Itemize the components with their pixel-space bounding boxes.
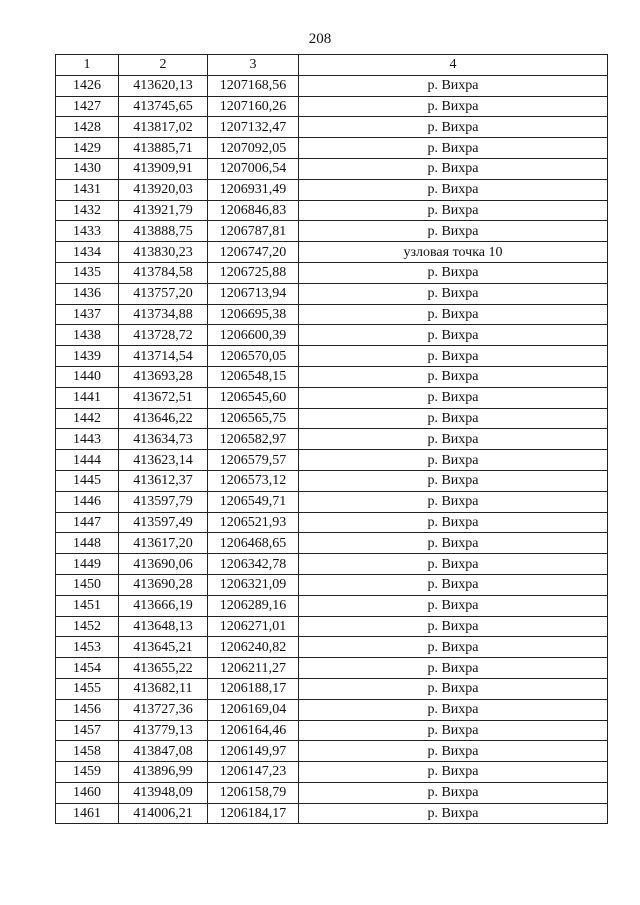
column-header-x: 2	[119, 55, 208, 76]
cell-x-coordinate: 413885,71	[119, 138, 208, 159]
cell-description: р. Вихра	[299, 637, 608, 658]
cell-y-coordinate: 1206579,57	[208, 450, 299, 471]
table-row	[56, 574, 608, 595]
cell-point-number: 1442	[56, 408, 119, 429]
cell-description: р. Вихра	[299, 75, 608, 96]
table-row	[56, 366, 608, 387]
cell-y-coordinate: 1206169,04	[208, 699, 299, 720]
cell-y-coordinate: 1206747,20	[208, 242, 299, 263]
cell-y-coordinate: 1206713,94	[208, 283, 299, 304]
cell-description: р. Вихра	[299, 533, 608, 554]
table-row	[56, 96, 608, 117]
cell-x-coordinate: 413896,99	[119, 762, 208, 783]
cell-x-coordinate: 413690,06	[119, 554, 208, 575]
cell-description: р. Вихра	[299, 658, 608, 679]
column-header-y: 3	[208, 55, 299, 76]
cell-y-coordinate: 1206289,16	[208, 595, 299, 616]
table-row	[56, 699, 608, 720]
cell-y-coordinate: 1206548,15	[208, 366, 299, 387]
cell-description: р. Вихра	[299, 366, 608, 387]
cell-y-coordinate: 1206184,17	[208, 803, 299, 824]
cell-y-coordinate: 1206188,17	[208, 678, 299, 699]
cell-point-number: 1434	[56, 242, 119, 263]
cell-x-coordinate: 413634,73	[119, 429, 208, 450]
table-row	[56, 491, 608, 512]
table-row	[56, 762, 608, 783]
cell-y-coordinate: 1207092,05	[208, 138, 299, 159]
cell-point-number: 1453	[56, 637, 119, 658]
table-row	[56, 678, 608, 699]
cell-x-coordinate: 413888,75	[119, 221, 208, 242]
cell-description: р. Вихра	[299, 179, 608, 200]
cell-y-coordinate: 1206582,97	[208, 429, 299, 450]
cell-point-number: 1428	[56, 117, 119, 138]
cell-x-coordinate: 413597,49	[119, 512, 208, 533]
cell-y-coordinate: 1206521,93	[208, 512, 299, 533]
cell-point-number: 1456	[56, 699, 119, 720]
cell-y-coordinate: 1206149,97	[208, 741, 299, 762]
cell-y-coordinate: 1206211,27	[208, 658, 299, 679]
cell-y-coordinate: 1206321,09	[208, 574, 299, 595]
table-row	[56, 637, 608, 658]
cell-point-number: 1447	[56, 512, 119, 533]
cell-description: р. Вихра	[299, 138, 608, 159]
cell-description: р. Вихра	[299, 408, 608, 429]
cell-point-number: 1435	[56, 262, 119, 283]
table-row	[56, 200, 608, 221]
cell-x-coordinate: 413597,79	[119, 491, 208, 512]
cell-point-number: 1443	[56, 429, 119, 450]
cell-point-number: 1431	[56, 179, 119, 200]
cell-description: р. Вихра	[299, 387, 608, 408]
cell-description: р. Вихра	[299, 678, 608, 699]
cell-point-number: 1445	[56, 470, 119, 491]
table-row	[56, 741, 608, 762]
cell-x-coordinate: 413830,23	[119, 242, 208, 263]
cell-y-coordinate: 1206846,83	[208, 200, 299, 221]
coordinates-table	[55, 54, 608, 824]
cell-x-coordinate: 413666,19	[119, 595, 208, 616]
cell-description: р. Вихра	[299, 741, 608, 762]
cell-point-number: 1436	[56, 283, 119, 304]
cell-x-coordinate: 413714,54	[119, 346, 208, 367]
cell-description: р. Вихра	[299, 262, 608, 283]
table-row	[56, 304, 608, 325]
cell-point-number: 1457	[56, 720, 119, 741]
cell-point-number: 1446	[56, 491, 119, 512]
table-row	[56, 658, 608, 679]
cell-x-coordinate: 413757,20	[119, 283, 208, 304]
cell-description: р. Вихра	[299, 470, 608, 491]
cell-y-coordinate: 1207168,56	[208, 75, 299, 96]
page-number: 208	[308, 31, 332, 47]
cell-x-coordinate: 413693,28	[119, 366, 208, 387]
cell-x-coordinate: 413784,58	[119, 262, 208, 283]
cell-description: р. Вихра	[299, 325, 608, 346]
cell-x-coordinate: 413690,28	[119, 574, 208, 595]
cell-point-number: 1437	[56, 304, 119, 325]
cell-description: р. Вихра	[299, 221, 608, 242]
cell-description: р. Вихра	[299, 283, 608, 304]
cell-point-number: 1439	[56, 346, 119, 367]
cell-description: р. Вихра	[299, 96, 608, 117]
cell-y-coordinate: 1206240,82	[208, 637, 299, 658]
cell-x-coordinate: 413745,65	[119, 96, 208, 117]
cell-y-coordinate: 1207006,54	[208, 158, 299, 179]
table-row	[56, 138, 608, 159]
cell-y-coordinate: 1206695,38	[208, 304, 299, 325]
cell-point-number: 1426	[56, 75, 119, 96]
cell-point-number: 1432	[56, 200, 119, 221]
cell-description: р. Вихра	[299, 720, 608, 741]
cell-description: р. Вихра	[299, 554, 608, 575]
table-row	[56, 782, 608, 803]
cell-point-number: 1451	[56, 595, 119, 616]
cell-y-coordinate: 1206549,71	[208, 491, 299, 512]
table-row	[56, 117, 608, 138]
cell-y-coordinate: 1206342,78	[208, 554, 299, 575]
table-row	[56, 221, 608, 242]
cell-point-number: 1441	[56, 387, 119, 408]
table-row	[56, 242, 608, 263]
cell-point-number: 1455	[56, 678, 119, 699]
cell-y-coordinate: 1206565,75	[208, 408, 299, 429]
cell-point-number: 1449	[56, 554, 119, 575]
cell-x-coordinate: 413909,91	[119, 158, 208, 179]
cell-x-coordinate: 413948,09	[119, 782, 208, 803]
cell-x-coordinate: 413612,37	[119, 470, 208, 491]
column-header-number: 1	[56, 55, 119, 76]
table-row	[56, 595, 608, 616]
cell-point-number: 1458	[56, 741, 119, 762]
cell-description: р. Вихра	[299, 699, 608, 720]
cell-description: р. Вихра	[299, 574, 608, 595]
cell-description: р. Вихра	[299, 429, 608, 450]
table-row	[56, 408, 608, 429]
cell-y-coordinate: 1206573,12	[208, 470, 299, 491]
cell-description: р. Вихра	[299, 117, 608, 138]
table-row	[56, 262, 608, 283]
cell-description: р. Вихра	[299, 512, 608, 533]
table-body	[56, 75, 608, 824]
cell-x-coordinate: 413645,21	[119, 637, 208, 658]
cell-description: р. Вихра	[299, 491, 608, 512]
table-row	[56, 158, 608, 179]
cell-y-coordinate: 1206787,81	[208, 221, 299, 242]
table-row	[56, 450, 608, 471]
cell-x-coordinate: 413817,02	[119, 117, 208, 138]
cell-point-number: 1429	[56, 138, 119, 159]
cell-y-coordinate: 1207160,26	[208, 96, 299, 117]
cell-x-coordinate: 413728,72	[119, 325, 208, 346]
cell-x-coordinate: 413920,03	[119, 179, 208, 200]
cell-y-coordinate: 1206468,65	[208, 533, 299, 554]
table-row	[56, 720, 608, 741]
cell-point-number: 1460	[56, 782, 119, 803]
cell-y-coordinate: 1206725,88	[208, 262, 299, 283]
table-row	[56, 616, 608, 637]
cell-point-number: 1454	[56, 658, 119, 679]
table-row	[56, 325, 608, 346]
table-row	[56, 533, 608, 554]
cell-y-coordinate: 1206931,49	[208, 179, 299, 200]
table-row	[56, 429, 608, 450]
cell-x-coordinate: 413727,36	[119, 699, 208, 720]
cell-y-coordinate: 1206164,46	[208, 720, 299, 741]
cell-description: узловая точка 10	[299, 242, 608, 263]
cell-y-coordinate: 1206600,39	[208, 325, 299, 346]
cell-x-coordinate: 413734,88	[119, 304, 208, 325]
table-row	[56, 803, 608, 824]
cell-description: р. Вихра	[299, 304, 608, 325]
cell-description: р. Вихра	[299, 450, 608, 471]
cell-x-coordinate: 413672,51	[119, 387, 208, 408]
cell-x-coordinate: 413779,13	[119, 720, 208, 741]
cell-description: р. Вихра	[299, 803, 608, 824]
cell-y-coordinate: 1206271,01	[208, 616, 299, 637]
table-row	[56, 75, 608, 96]
cell-y-coordinate: 1206545,60	[208, 387, 299, 408]
column-header-description: 4	[299, 55, 608, 76]
cell-x-coordinate: 413648,13	[119, 616, 208, 637]
table-row	[56, 554, 608, 575]
cell-point-number: 1438	[56, 325, 119, 346]
cell-description: р. Вихра	[299, 158, 608, 179]
cell-description: р. Вихра	[299, 762, 608, 783]
cell-point-number: 1427	[56, 96, 119, 117]
table-row	[56, 512, 608, 533]
cell-point-number: 1444	[56, 450, 119, 471]
cell-x-coordinate: 413620,13	[119, 75, 208, 96]
cell-description: р. Вихра	[299, 782, 608, 803]
table-header-row	[56, 55, 608, 76]
cell-x-coordinate: 413655,22	[119, 658, 208, 679]
cell-description: р. Вихра	[299, 200, 608, 221]
table-row	[56, 387, 608, 408]
cell-point-number: 1461	[56, 803, 119, 824]
cell-x-coordinate: 413623,14	[119, 450, 208, 471]
cell-x-coordinate: 413682,11	[119, 678, 208, 699]
cell-description: р. Вихра	[299, 595, 608, 616]
cell-point-number: 1430	[56, 158, 119, 179]
cell-x-coordinate: 413921,79	[119, 200, 208, 221]
cell-x-coordinate: 413646,22	[119, 408, 208, 429]
cell-y-coordinate: 1206147,23	[208, 762, 299, 783]
cell-point-number: 1450	[56, 574, 119, 595]
cell-point-number: 1448	[56, 533, 119, 554]
cell-y-coordinate: 1206158,79	[208, 782, 299, 803]
cell-y-coordinate: 1207132,47	[208, 117, 299, 138]
cell-y-coordinate: 1206570,05	[208, 346, 299, 367]
cell-x-coordinate: 414006,21	[119, 803, 208, 824]
cell-description: р. Вихра	[299, 616, 608, 637]
cell-point-number: 1433	[56, 221, 119, 242]
cell-x-coordinate: 413847,08	[119, 741, 208, 762]
cell-point-number: 1459	[56, 762, 119, 783]
table-row	[56, 179, 608, 200]
table-row	[56, 470, 608, 491]
cell-point-number: 1452	[56, 616, 119, 637]
cell-point-number: 1440	[56, 366, 119, 387]
cell-x-coordinate: 413617,20	[119, 533, 208, 554]
cell-description: р. Вихра	[299, 346, 608, 367]
table-row	[56, 283, 608, 304]
table-row	[56, 346, 608, 367]
